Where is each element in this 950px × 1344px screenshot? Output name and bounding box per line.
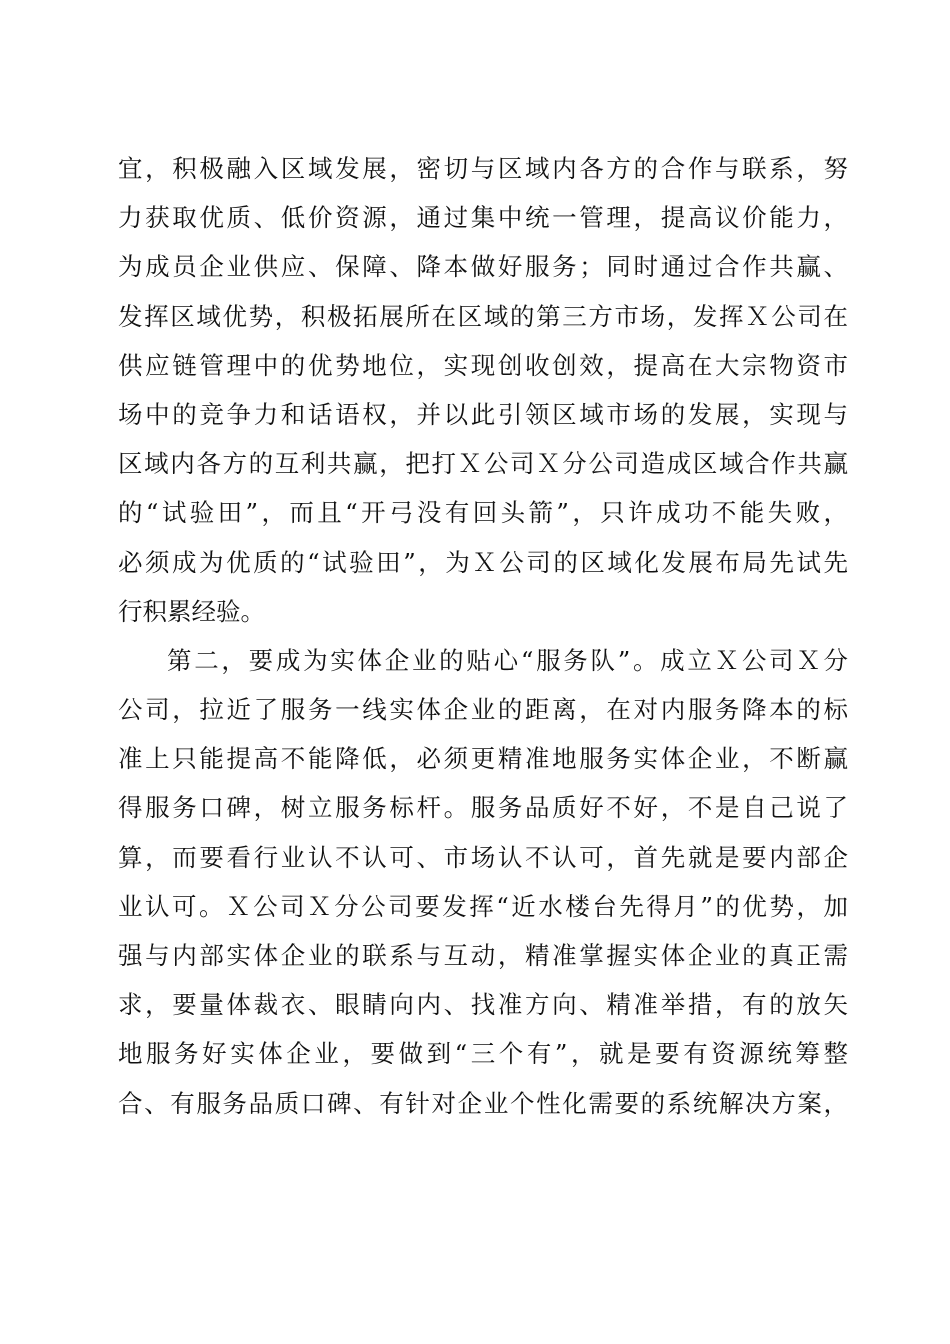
text-line: 公司，拉近了服务一线实体企业的距离，在对内服务降本的标 xyxy=(118,695,848,725)
text-line: 求，要量体裁衣、眼睛向内、找准方向、精准举措，有的放矢 xyxy=(118,990,848,1020)
text-line-last: 行积累经验。 xyxy=(118,596,265,626)
text-line: 合、有服务品质口碑、有针对企业个性化需要的系统解决方案， xyxy=(118,1088,848,1118)
text-line-first: 第二，要成为实体企业的贴心“服务队”。成立Ｘ公司Ｘ分 xyxy=(167,645,848,675)
text-line: 为成员企业供应、保障、降本做好服务；同时通过合作共赢、 xyxy=(118,252,848,282)
text-line: 业认可。Ｘ公司Ｘ分公司要发挥“近水楼台先得月”的优势，加 xyxy=(118,891,848,921)
paragraph-second-point xyxy=(118,636,848,1128)
paragraph-continuation xyxy=(118,144,848,636)
text-line: 的“试验田”，而且“开弓没有回头箭”，只许成功不能失败， xyxy=(118,498,848,528)
document-body xyxy=(118,144,848,1128)
text-line: 力获取优质、低价资源，通过集中统一管理，提高议价能力， xyxy=(118,203,848,233)
text-line: 发挥区域优势，积极拓展所在区域的第三方市场，发挥Ｘ公司在 xyxy=(118,301,848,331)
text-line: 准上只能提高不能降低，必须更精准地服务实体企业，不断赢 xyxy=(118,744,848,774)
text-line: 必须成为优质的“试验田”，为Ｘ公司的区域化发展布局先试先 xyxy=(118,547,848,577)
text-line: 强与内部实体企业的联系与互动，精准掌握实体企业的真正需 xyxy=(118,941,848,970)
text-line: 供应链管理中的优势地位，实现创收创效，提高在大宗物资市 xyxy=(118,350,848,380)
text-line: 得服务口碑，树立服务标杆。服务品质好不好，不是自己说了 xyxy=(118,793,848,823)
text-line: 宜，积极融入区域发展，密切与区域内各方的合作与联系，努 xyxy=(118,154,848,183)
text-line: 算，而要看行业认不认可、市场认不认可，首先就是要内部企 xyxy=(118,842,848,872)
text-line: 场中的竞争力和话语权，并以此引领区域市场的发展，实现与 xyxy=(118,399,848,429)
text-line: 地服务好实体企业，要做到“三个有”，就是要有资源统筹整 xyxy=(118,1039,848,1069)
text-line: 区域内各方的互利共赢，把打Ｘ公司Ｘ分公司造成区域合作共赢 xyxy=(118,449,848,479)
